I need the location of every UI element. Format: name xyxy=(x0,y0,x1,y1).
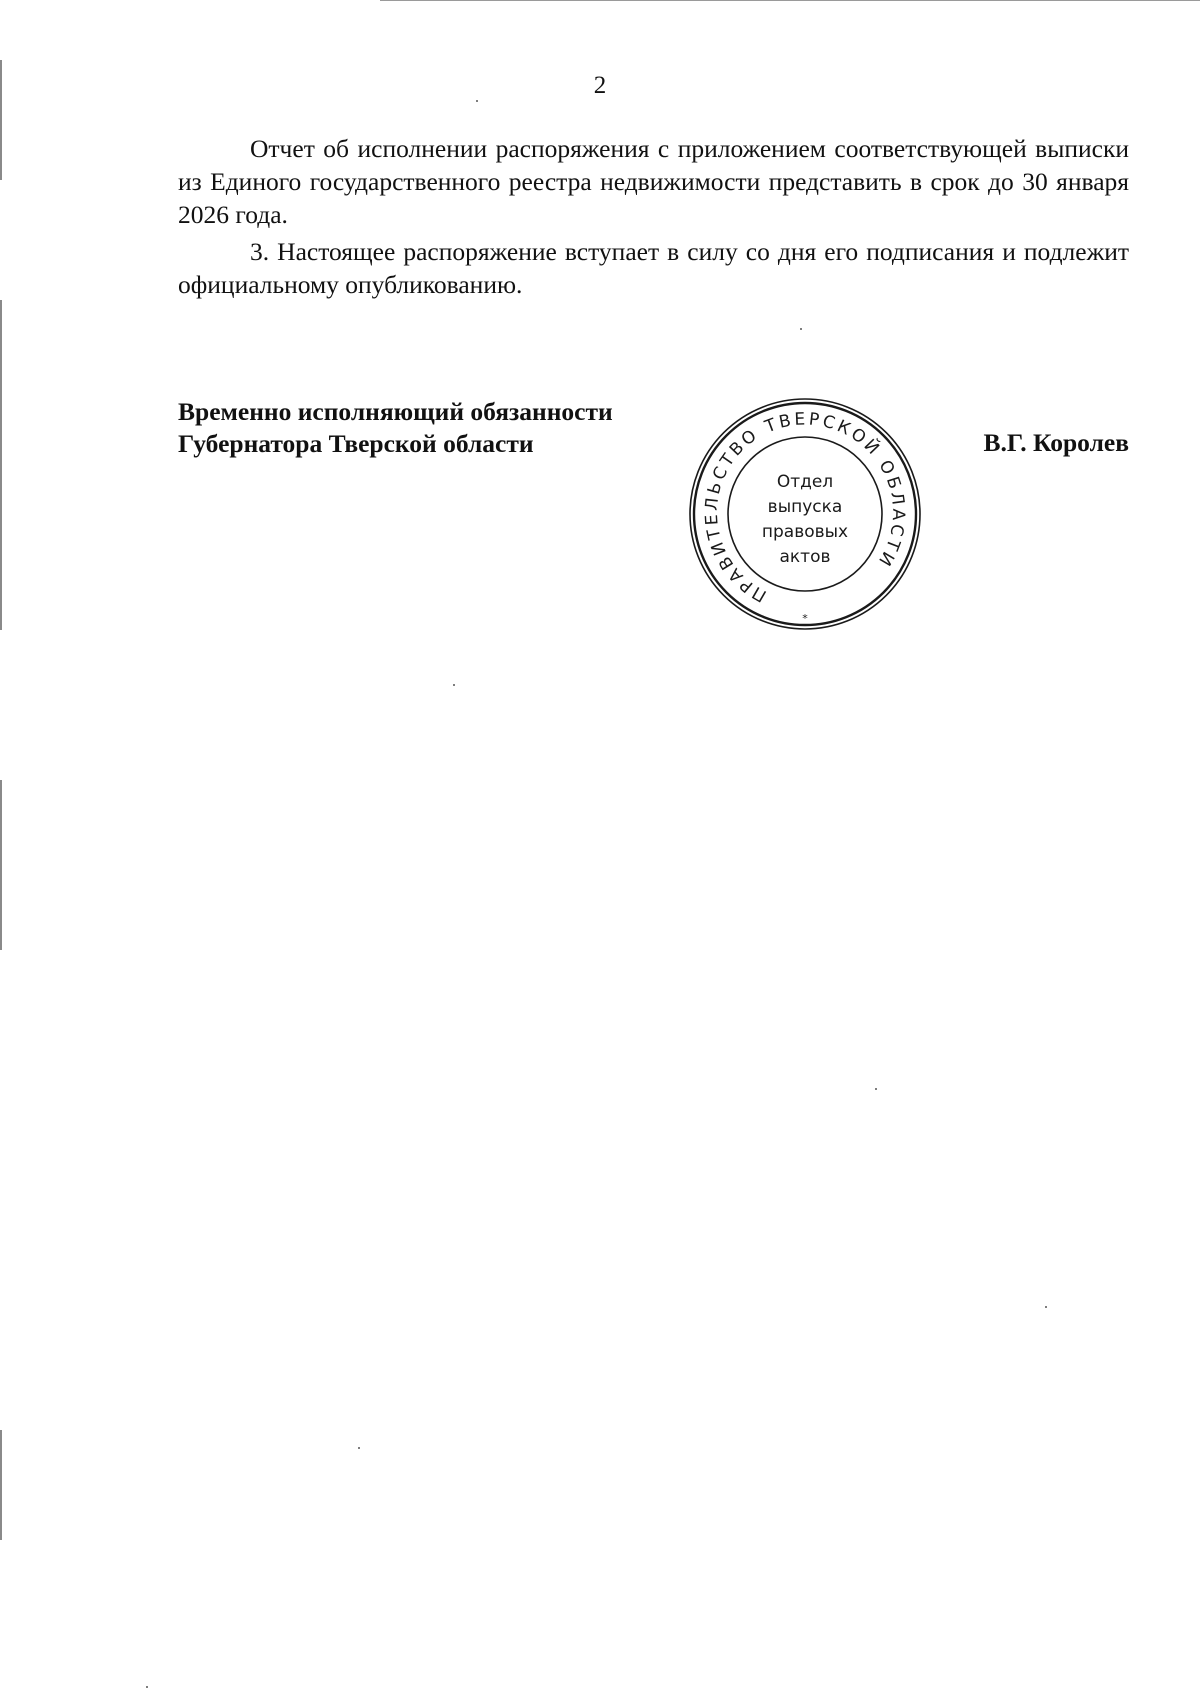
scan-edge xyxy=(0,1430,2,1540)
scan-edge xyxy=(380,0,1200,1)
signatory-position-line-2: Губернатора Тверской области xyxy=(178,429,534,458)
signatory-name: В.Г. Королев xyxy=(983,428,1129,457)
signatory-position xyxy=(178,396,613,460)
official-stamp xyxy=(687,396,923,632)
signatory-position-line-1: Временно исполняющий обязанности xyxy=(178,397,613,426)
scan-speck xyxy=(875,1088,877,1090)
scan-speck xyxy=(476,100,478,102)
stamp-center-line-4: актов xyxy=(779,547,831,567)
scan-edge xyxy=(0,780,2,950)
stamp-center-line-1: Отдел xyxy=(776,472,834,492)
scan-speck xyxy=(146,1686,148,1688)
page-number: 2 xyxy=(593,72,607,99)
body-text xyxy=(178,132,1129,305)
paragraph-report: Отчет об исполнении распоряжения с приложением соответствующей выписки из Единого государственного реестра недвижимости представить в срок до 30 января 2026 года. xyxy=(178,134,1129,229)
scan-speck xyxy=(1045,1306,1047,1308)
stamp-star: * xyxy=(802,612,808,625)
scan-speck xyxy=(358,1447,360,1449)
stamp-center-line-2: выпуска xyxy=(767,497,843,517)
scan-speck xyxy=(800,328,802,330)
stamp-center-line-3: правовых xyxy=(761,522,849,542)
scan-edge xyxy=(0,300,2,630)
paragraph-effective: 3. Настоящее распоряжение вступает в силу со дня его подписания и подлежит официальному опубликованию. xyxy=(178,237,1129,299)
stamp-ring-text: ПРАВИТЕЛЬСТВО ТВЕРСКОЙ ОБЛАСТИ xyxy=(701,409,909,606)
scan-speck xyxy=(453,684,455,686)
